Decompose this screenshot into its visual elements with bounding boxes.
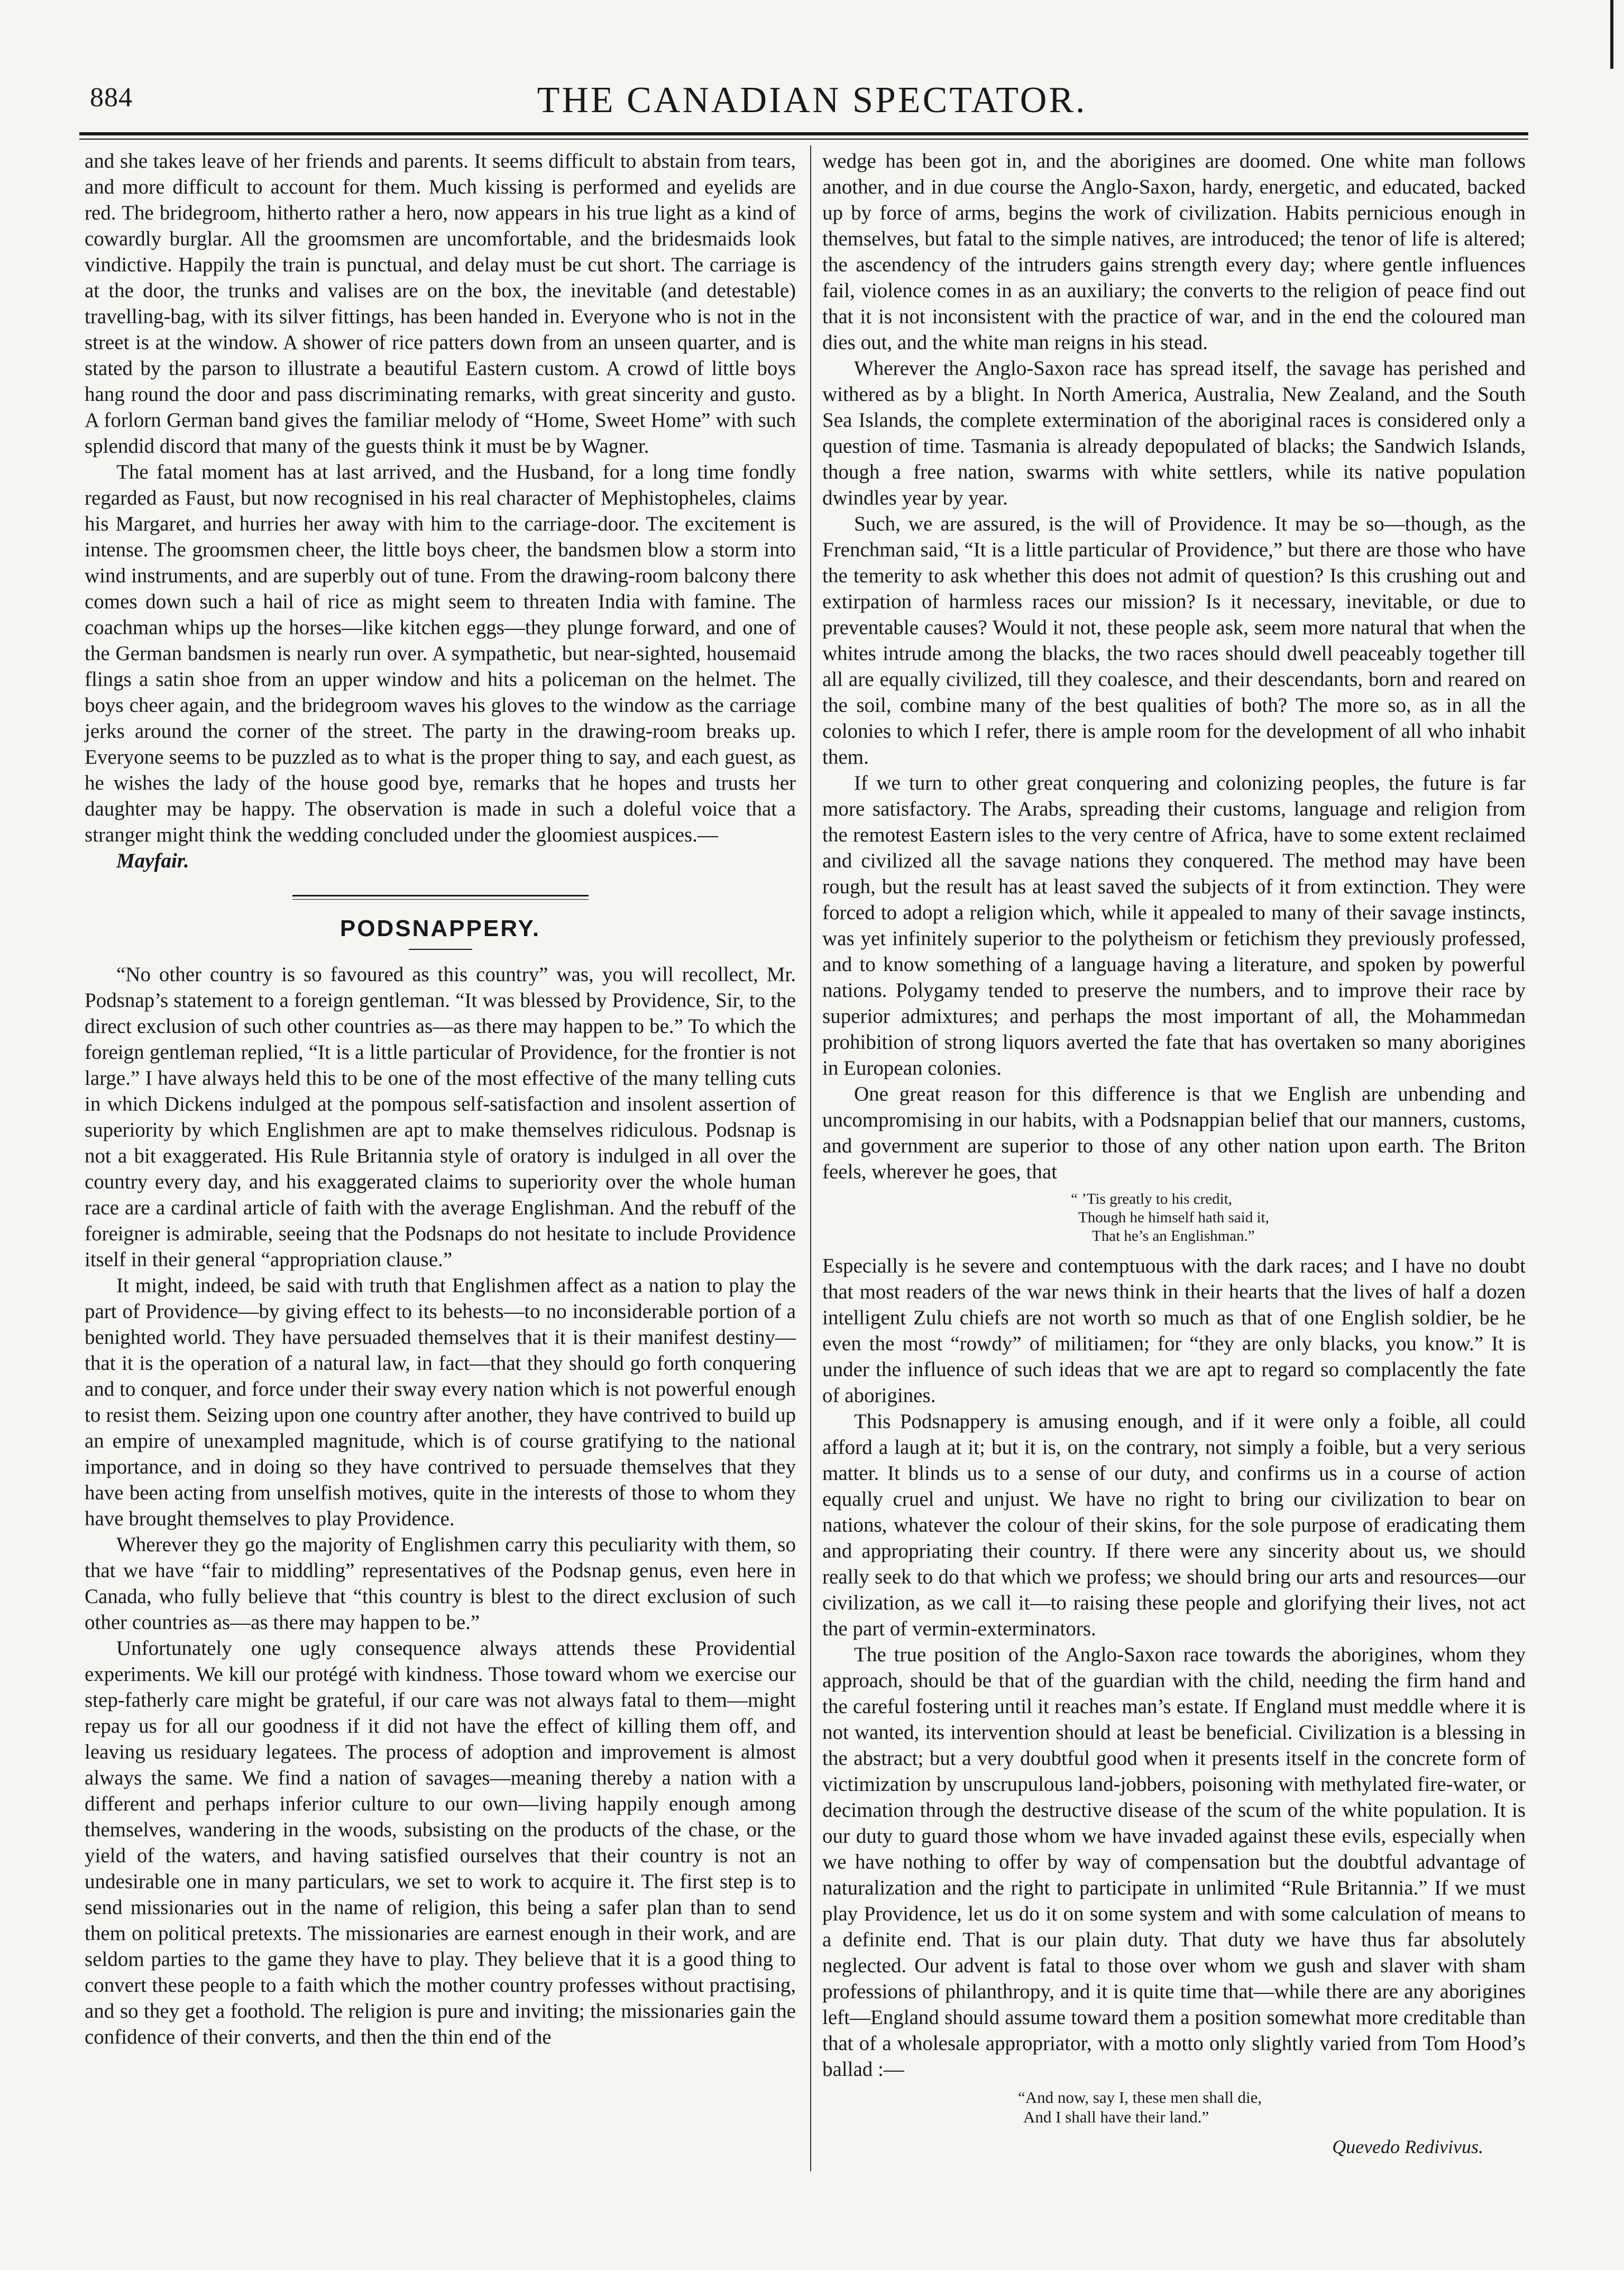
verse-quote xyxy=(822,1190,1526,1246)
left-column xyxy=(85,148,796,2050)
paragraph: Such, we are assured, is the will of Providence. It may be so—though, as the Frenchman said, “It is a little particular of Providence,” but there are those who have the temerity to ask whether this does not admit of question? Is this crushing out and extirpation of harmless races our mission? Is it necessary, inevitable, or due to preventable causes? Would it not, these people ask, seem more natural that when the whites intrude among the blacks, the two races should dwell peaceably together till all are equally civilized, till they coalesce, and their descendants, born and reared on the soil, combine many of the best qualities of both? The more so, as in all the colonies to which I refer, there is ample room for the development of all who inhabit them. xyxy=(822,512,1526,768)
verse-line: That he’s an Englishman.” xyxy=(1092,1228,1255,1244)
signoff-source: Mayfair. xyxy=(116,849,189,872)
paragraph: Especially is he severe and contemptuous with the dark races; and I have no doubt that most readers of the war news think in their hearts that the lives of half a dozen intelligent Zulu chiefs are not worth so much as that of one English soldier, be he even the most “rowdy” of militiamen; for “they are only blacks, you know.” It is under the influence of such ideas that we are apt to regard so complacently the fate of aborigines. xyxy=(822,1255,1526,1407)
paragraph: “No other country is so favoured as this country” was, you will recollect, Mr. Podsnap’s statement to a foreign gentleman. “It was blessed by Providence, Sir, to the direct exclusion of such other countries as—as there may happen to be.” To which the foreign gentleman replied, “It is a little particular of Providence, for the frontier is not large.” I have always held this to be one of the most effective of the many telling cuts in which Dickens indulged at the pompous self-satisfaction and insolent assertion of superiority by which Englishmen are apt to make themselves ridiculous. Podsnap is not a bit exaggerated. His Rule Britannia style of oratory is indulged in all over the country every day, and his exaggerated claims to superiority over the whole human race are a cardinal article of faith with the average Englishman. And the rebuff of the foreigner is admirable, seeing that the Podsnaps do not hesitate to include Providence itself in their general “appropriation clause.” xyxy=(85,963,796,1271)
header-rule xyxy=(79,132,1528,135)
paragraph: The true position of the Anglo-Saxon race towards the aborigines, whom they approach, should be that of the guardian with the child, needing the firm hand and the careful fostering until it reaches man’s estate. If England must meddle where it is not wanted, its intervention should at least be beneficial. Civilization is a blessing in the abstract; but a very doubtful good when it presents itself in the concrete form of victimization by unscrupulous land-jobbers, poisoning with methylated fire-water, or decimation through the destructive disease of the scum of the white population. It is our duty to guard those whom we have invaded against these evils, especially when we have nothing to offer by way of compensation but the doubtful advantage of naturalization and the right to participate in unlimited “Rule Britannia.” If we must play Providence, let us do it on some system and with some calculation of means to a definite end. That is our plain duty. That duty we have thus far absolutely neglected. Our advent is fatal to those over whom we gush and slaver with sham professions of philanthropy, and it is quite time that—while there are any aborigines left—England should assume toward them a position somewhat more creditable than that of a wholesale appropriator, with a motto only slightly varied from Tom Hood’s ballad :— xyxy=(822,1643,1526,2081)
verse-line: “And now, say I, these men shall die, xyxy=(1018,2088,1262,2107)
page-number: 884 xyxy=(90,83,133,113)
paragraph: This Podsnappery is amusing enough, and if it were only a foible, all could afford a laugh at it; but it is, on the contrary, not simply a foible, but a very serious matter. It blinds us to a sense of our duty, and confirms us in a course of action equally cruel and unjust. We have no right to bring our civilization to bear on nations, whatever the colour of their skins, for the sole purpose of eradicating them and appropriating their country. If there were any sincerity about us, we should really seek to do that which we profess; we should bring our arts and resources—our civilization, as we call it—to raising these people and glorifying their lives, not act the part of vermin-exterminators. xyxy=(822,1410,1526,1640)
verse-line: And I shall have their land.” xyxy=(1023,2108,1209,2126)
paragraph: It might, indeed, be said with truth that Englishmen affect as a nation to play the part of Providence—by giving effect to its behests—to no inconsiderable portion of a benighted world. They have persuaded themselves that it is their manifest destiny—that it is the operation of a natural law, in fact—that they should go forth conquering and to conquer, and force under their sway every nation which is not powerful enough to resist them. Seizing upon one country after another, they have contrived to build up an empire of unexampled magnitude, which is of course gratifying to the national importance, and in doing so they have contrived to persuade themselves that they have been acting from unselfish motives, quite in the interests of those to whom they have brought themselves to play Providence. xyxy=(85,1274,796,1530)
paragraph: The fatal moment has at last arrived, and the Husband, for a long time fondly regarded as Faust, but now recognised in his real character of Mephistopheles, claims his Margaret, and hurries her away with him to the carriage-door. The excitement is intense. The groomsmen cheer, the little boys cheer, the bandsmen blow a storm into wind instruments, and are superbly out of tune. From the drawing-room balcony there comes down such a hail of rice as might seem to threaten India with famine. The coachman whips up the horses—like kitchen eggs—they plunge forward, and one of the German bandsmen is nearly run over. A sympathetic, but near-sighted, housemaid flings a satin shoe from an upper window and hits a policeman on the helmet. The boys cheer again, and the bridegroom waves his gloves to the window as the carriage jerks around the corner of the street. The party in the drawing-room breaks up. Everyone seems to be puzzled as to what is the proper thing to say, and each guest, as he wishes the lady of the house good bye, remarks that he hopes and trusts her daughter may be happy. The observation is made in such a doleful voice that a stranger might think the wedding concluded under the gloomiest auspices.— xyxy=(85,461,796,846)
article-title: PODSNAPPERY. xyxy=(340,916,541,941)
signoff xyxy=(85,848,796,874)
verse-line: Though he himself hath said it, xyxy=(1078,1209,1269,1226)
paragraph: One great reason for this difference is that we English are unbending and uncompromising in our habits, with a Podsnappian belief that our manners, customs, and government are superior to those of any other nation upon earth. The Briton feels, wherever he goes, that xyxy=(822,1083,1526,1183)
author-attribution: Quevedo Redivivus. xyxy=(1332,2136,1483,2157)
paragraph: If we turn to other great conquering and colonizing peoples, the future is far more satisfactory. The Arabs, spreading their customs, language and religion from the remotest Eastern isles to the very centre of Africa, have to some extent reclaimed and civilized all the savage nations they conquered. The method may have been rough, but the result has at least saved the subjects of it from extinction. They were forced to adopt a religion which, while it appealed to many of their savage instincts, was yet infinitely superior to the polytheism or fetichism they previously professed, and to know something of a language having a literature, and spoken by powerful nations. Polygamy tended to preserve the numbers, and to improve their race by superior admixtures; and perhaps the most important of all, the Mohammedan prohibition of strong liquors averted the fate that has overtaken so many aborigines in European colonies. xyxy=(822,772,1526,1079)
closing-verse xyxy=(822,2088,1526,2127)
paragraph: Wherever the Anglo-Saxon race has spread itself, the savage has perished and withered as by a blight. In North America, Australia, New Zealand, and the South Sea Islands, the complete extermination of the aboriginal races is considered only a question of time. Tasmania is already depopulated of blacks; the Sandwich Islands, though a free nation, swarms with white settlers, while its native population dwindles year by year. xyxy=(822,357,1526,509)
paragraph: Wherever they go the majority of Englishmen carry this peculiarity with them, so that we have “fair to middling” representatives of the Podsnap genus, even here in Canada, who fully believe that “this country is blest to the direct exclusion of such other countries as—as there may happen to be.” xyxy=(85,1533,796,1634)
paragraph: and she takes leave of her friends and parents. It seems difficult to abstain from tears, and more difficult to account for them. Much kissing is performed and eyelids are red. The bridegroom, hitherto rather a hero, now appears in his true light as a kind of cowardly burglar. All the groomsmen are uncomfortable, and the bridesmaids look vindictive. Happily the train is punctual, and delay must be cut short. The carriage is at the door, the trunks and valises are on the box, the inevitable (and detestable) travelling-bag, with its silver fittings, has been handed in. Everyone who is not in the street is at the window. A shower of rice patters down from an unseen quarter, and is stated by the parson to illustrate a beautiful Eastern custom. A crowd of little boys hang round the door and pass discriminating remarks, with great sincerity and gusto. A forlorn German band gives the familiar melody of “Home, Sweet Home” with such splendid discord that many of the guests think it must be by Wagner. xyxy=(85,150,796,457)
right-column xyxy=(822,148,1526,2160)
title-rule xyxy=(409,949,472,950)
header-rule-thin xyxy=(79,139,1528,140)
paragraph: Unfortunately one ugly consequence always attends these Providential experiments. We kill our protégé with kindness. Those toward whom we exercise our step-fatherly care might be grateful, if our care was not always fatal to them—might repay us for all our goodness if it did not have the effect of killing them off, and leaving us residuary legatees. The process of adoption and improvement is almost always the same. We find a nation of savages—meaning thereby a nation with a different and perhaps inferior culture to our own—living happily enough among themselves, wandering in the woods, subsisting on the products of the chase, or the yield of the waters, and having satisfied ourselves that their country is not an undesirable one in many particulars, we set to work to acquire it. The first step is to send missionaries out in the name of religion, this being a safer plan than to send them on political pretexts. The missionaries are earnest enough in their work, and are seldom parties to the game they have to play. They believe that it is a good thing to convert these people to a faith which the mother country professes without practising, and so they get a foothold. The religion is pure and inviting; the missionaries gain the confidence of their converts, and then the thin end of the xyxy=(85,1637,796,2048)
section-separator xyxy=(292,895,589,900)
verse-line: “ ’Tis greatly to his credit, xyxy=(1071,1191,1232,1207)
column-divider xyxy=(810,145,811,2171)
paragraph: wedge has been got in, and the aborigines are doomed. One white man follows another, and in due course the Anglo-Saxon, hardy, energetic, and educated, backed up by force of arms, begins the work of civilization. Habits pernicious enough in themselves, but fatal to the simple natives, are introduced; the tenor of life is altered; the ascendency of the intruders gains strength every day; where gentle influences fail, violence comes in as an auxiliary; the converts to the religion of peace find out that it is not inconsistent with the practice of war, and in the end the coloured man dies out, and the white man reigns in his stead. xyxy=(822,150,1526,354)
page-edge-mark xyxy=(1610,0,1624,69)
masthead-title: THE CANADIAN SPECTATOR. xyxy=(537,80,1087,121)
